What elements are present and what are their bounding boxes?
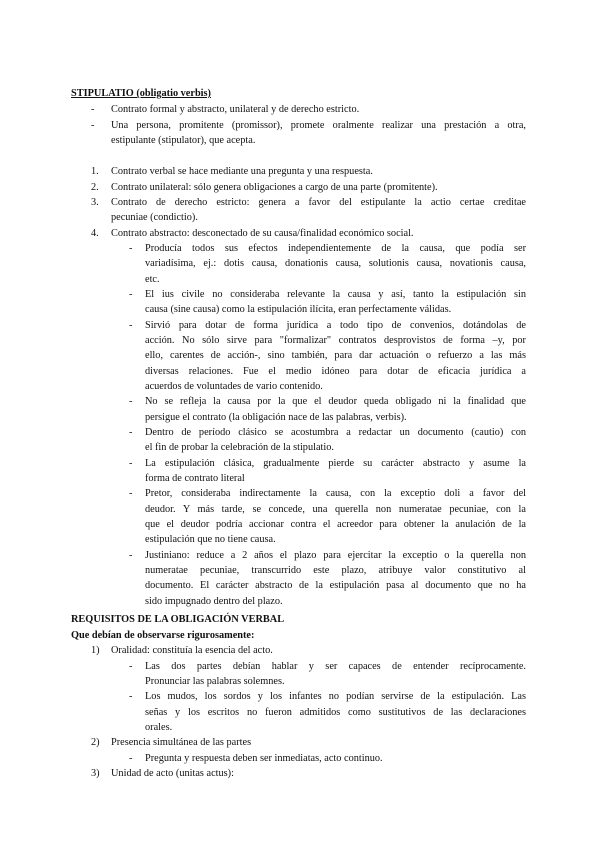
sub-item-line: documento. El carácter abstracto de la estipulación pasa al documento que no ha — [145, 580, 526, 591]
sub-item-line: forma de contrato literal — [145, 473, 245, 484]
definition-line: Una persona, promitente (promissor), promete oralmente realizar una prestación a otra, — [111, 120, 526, 131]
dash-marker: - — [129, 661, 133, 672]
sub-item-line: Justiniano: reduce a 2 años el plazo para ejercitar la exceptio o la querella non — [145, 550, 526, 561]
list-number: 3. — [91, 197, 99, 208]
sub-item-line: el fin de probar la celebración de la stipulatio. — [145, 442, 334, 453]
sub-item-line: estipulación que no tiene causa. — [145, 534, 276, 545]
sub-item-line: etc. — [145, 274, 160, 285]
sub-item-line: Sirvió para dotar de forma jurídica a todo tipo de convenios, dotándolas de — [145, 320, 526, 331]
sub-item-line: No se refleja la causa por la que el deudor queda obligado ni la finalidad que — [145, 396, 526, 407]
sub-item-line: sido impugnado dentro del plazo. — [145, 596, 283, 607]
sub-item-line: acción. No sólo sirve para "formalizar" contratos desprovistos de forma –y, por — [145, 335, 526, 346]
sub-item-line: deudor. Y más tarde, se concede, una querella non numeratae pecuniae, con la — [145, 504, 526, 515]
dash-marker: - — [91, 104, 95, 115]
dash-marker: - — [129, 427, 133, 438]
dash-marker: - — [129, 691, 133, 702]
sub-item-line: Los mudos, los sordos y los infantes no podían servirse de la estipulación. Las — [145, 691, 526, 702]
list-number: 2) — [91, 737, 100, 748]
list-item: Contrato unilateral: sólo genera obligaciones a cargo de una parte (promitente). — [111, 182, 438, 193]
sub-item-line: ello, carentes de acción-, sino también, para dar actuación o refuerzo a las más — [145, 350, 526, 361]
sub-item-line: Pretor, consideraba indirectamente la causa, con la exceptio doli a favor del — [145, 488, 526, 499]
list-item: Contrato verbal se hace mediante una pregunta y una respuesta. — [111, 166, 373, 177]
list-number: 3) — [91, 768, 100, 779]
sub-item-line: Dentro de período clásico se acostumbra a redactar un documento (cautio) con — [145, 427, 526, 438]
sub-item-line: Producía todos sus efectos independientemente de la causa, que podía ser — [145, 243, 526, 254]
sub-item-line: El ius civile no consideraba relevante la causa y así, tanto la estipulación sin — [145, 289, 526, 300]
sub-item-line: señas y los escritos no fueron admitidos como sustitutivos de las declaraciones — [145, 707, 526, 718]
sub-item-line: Pregunta y respuesta deben ser inmediatas, acto continuo. — [145, 753, 383, 764]
sub-item-line: diversas relaciones. Fue el medio idóneo para dotar de eficacia jurídica a — [145, 366, 526, 377]
list-item: Contrato abstracto: desconectado de su causa/finalidad económico social. — [111, 228, 414, 239]
requirement-label: Oralidad: constituía la esencia del acto. — [111, 645, 273, 656]
sub-item-line: numeratae pecuniae, transcurrido este plazo, atribuye valor constitutivo al — [145, 565, 526, 576]
dash-marker: - — [129, 458, 133, 469]
section-intro: Que debían de observarse rigurosamente: — [71, 630, 255, 641]
dash-marker: - — [129, 243, 133, 254]
dash-marker: - — [129, 396, 133, 407]
list-item: pecuniae (condictio). — [111, 212, 198, 223]
list-number: 1) — [91, 645, 100, 656]
definition-line: estipulante (stipulator), que acepta. — [111, 135, 256, 146]
sub-item-line: orales. — [145, 722, 173, 733]
section-heading-requisitos: REQUISITOS DE LA OBLIGACIÓN VERBAL — [71, 614, 285, 625]
dash-marker: - — [129, 320, 133, 331]
sub-item-line: causa (sine causa) como la estipulación ilícita, eran perfectamente válidas. — [145, 304, 452, 315]
requirement-label: Unidad de acto (unitas actus): — [111, 768, 234, 779]
list-number: 1. — [91, 166, 99, 177]
sub-item-line: variadísima, ej.: dotis causa, donationis causa, solutionis causa, novationis causa, — [145, 258, 526, 269]
list-number: 2. — [91, 182, 99, 193]
dash-marker: - — [129, 753, 133, 764]
requirement-label: Presencia simultánea de las partes — [111, 737, 252, 748]
sub-item-line: acuerdos de voluntades de vario contenido. — [145, 381, 323, 392]
list-number: 4. — [91, 228, 99, 239]
dash-marker: - — [129, 289, 133, 300]
sub-item-line: Las dos partes debían hablar y ser capaces de entender recíprocamente. — [145, 661, 526, 672]
sub-item-line: que el deudor podría accionar contra el acreedor para obtener la anulación de la — [145, 519, 526, 530]
sub-item-line: Pronunciar las palabras solemnes. — [145, 676, 285, 687]
list-item: Contrato de derecho estricto: genera a favor del estipulante la actio certae creditae — [111, 197, 526, 208]
sub-item-line: persigue el contrato (la obligación nace de las palabras, verbis). — [145, 412, 407, 423]
definition-line: Contrato formal y abstracto, unilateral y de derecho estricto. — [111, 104, 360, 115]
sub-item-line: La estipulación clásica, gradualmente pierde su carácter abstracto y asume la — [145, 458, 526, 469]
section-heading-stipulatio: STIPULATIO (obligatio verbis) — [71, 88, 211, 99]
dash-marker: - — [129, 488, 133, 499]
dash-marker: - — [91, 120, 95, 131]
dash-marker: - — [129, 550, 133, 561]
